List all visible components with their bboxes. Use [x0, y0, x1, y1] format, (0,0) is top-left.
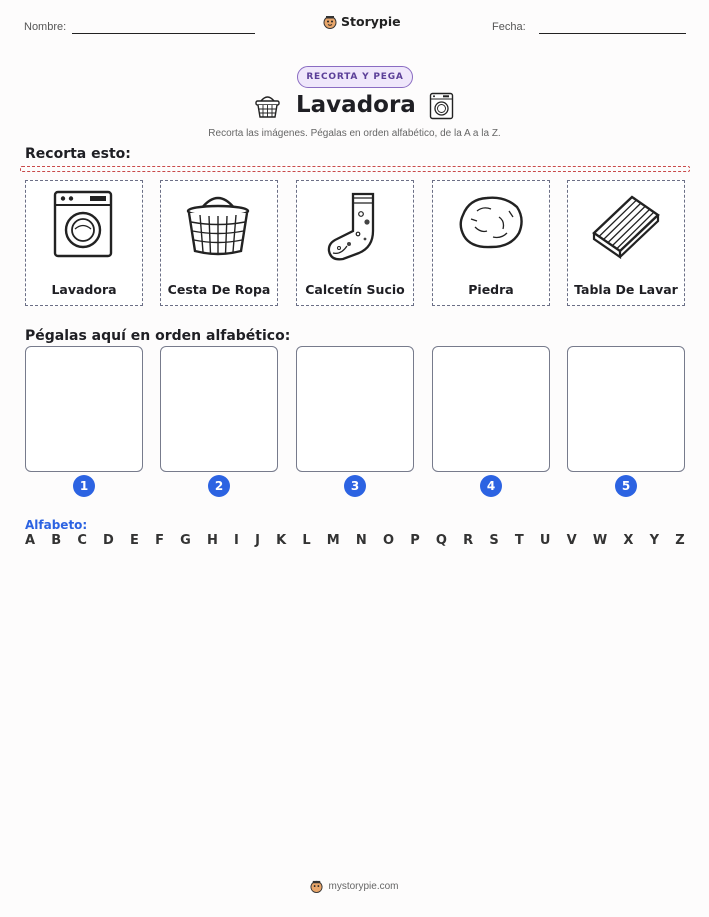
- alphabet-letter: M: [326, 533, 340, 548]
- alphabet-letter: Y: [649, 533, 660, 548]
- alphabet-letter: S: [489, 533, 499, 548]
- cut-card-calcetin-sucio[interactable]: [296, 180, 414, 306]
- cut-card-cesta-de-ropa[interactable]: [160, 180, 278, 306]
- paste-box-4[interactable]: [432, 346, 550, 472]
- cut-card-label: Cesta De Ropa: [167, 282, 271, 297]
- paste-box-1[interactable]: [25, 346, 143, 472]
- brand-logo: [323, 14, 401, 29]
- alphabet-letter: B: [51, 533, 62, 548]
- footer-site: mystorypie.com: [328, 881, 399, 892]
- cut-card-label: Tabla De Lavar: [574, 282, 678, 297]
- alphabet-letter: E: [130, 533, 139, 548]
- cut-card-lavadora[interactable]: [25, 180, 143, 306]
- name-label: Nombre:: [24, 21, 67, 33]
- alphabet-letter: I: [234, 533, 239, 548]
- alphabet-letter: G: [180, 533, 191, 548]
- paste-section-heading: Pégalas aquí en orden alfabético:: [25, 328, 291, 344]
- washing-machine-icon: [40, 189, 126, 261]
- date-line[interactable]: [539, 33, 686, 34]
- slot-number-2: 2: [208, 475, 230, 497]
- storypie-mascot-icon: [323, 15, 337, 29]
- paste-box-2[interactable]: [160, 346, 278, 472]
- name-line[interactable]: [72, 33, 255, 34]
- footer: [0, 880, 709, 893]
- laundry-basket-icon: [175, 189, 261, 261]
- washing-machine-icon: [429, 92, 454, 120]
- page-title: Lavadora: [296, 92, 416, 118]
- alphabet-letter: C: [77, 533, 87, 548]
- cut-card-label: Calcetín Sucio: [305, 282, 405, 297]
- alphabet-letter: J: [255, 533, 260, 548]
- paste-box-3[interactable]: [296, 346, 414, 472]
- slot-number-3: 3: [344, 475, 366, 497]
- stone-icon: [447, 189, 533, 261]
- alphabet-letter: H: [206, 533, 218, 548]
- alphabet-letter: D: [103, 533, 114, 548]
- slot-number-1: 1: [73, 475, 95, 497]
- cut-card-label: Piedra: [468, 282, 514, 297]
- alphabet-letter: N: [355, 533, 367, 548]
- activity-badge: RECORTA Y PEGA: [297, 66, 413, 88]
- paste-box-5[interactable]: [567, 346, 685, 472]
- washboard-icon: [582, 189, 668, 261]
- cut-card-label: Lavadora: [51, 282, 117, 297]
- instructions: Recorta las imágenes. Pégalas en orden alfabético, de la A a la Z.: [208, 128, 501, 139]
- cut-card-piedra[interactable]: [432, 180, 550, 306]
- alphabet-letter: U: [539, 533, 551, 548]
- laundry-basket-icon: [254, 93, 281, 119]
- alphabet-letter: W: [592, 533, 608, 548]
- slot-number-5: 5: [615, 475, 637, 497]
- alphabet-heading: Alfabeto:: [25, 518, 88, 532]
- alphabet-letter: L: [302, 533, 311, 548]
- brand-name: Storypie: [341, 14, 401, 29]
- alphabet-letter: T: [514, 533, 524, 548]
- alphabet-letter: O: [382, 533, 395, 548]
- alphabet-letter: A: [25, 533, 36, 548]
- alphabet-row: [25, 533, 685, 548]
- dirty-sock-icon: [311, 189, 397, 261]
- alphabet-letter: F: [155, 533, 164, 548]
- alphabet-letter: V: [566, 533, 577, 548]
- date-label: Fecha:: [492, 21, 526, 33]
- alphabet-letter: Q: [435, 533, 447, 548]
- alphabet-letter: R: [463, 533, 474, 548]
- alphabet-letter: X: [623, 533, 634, 548]
- alphabet-letter: P: [410, 533, 420, 548]
- alphabet-letter: Z: [675, 533, 685, 548]
- slot-number-4: 4: [480, 475, 502, 497]
- alphabet-letter: K: [276, 533, 287, 548]
- cut-line: [20, 166, 690, 172]
- cut-card-tabla-de-lavar[interactable]: [567, 180, 685, 306]
- cut-section-heading: Recorta esto:: [25, 146, 131, 162]
- storypie-mascot-icon: [310, 880, 323, 893]
